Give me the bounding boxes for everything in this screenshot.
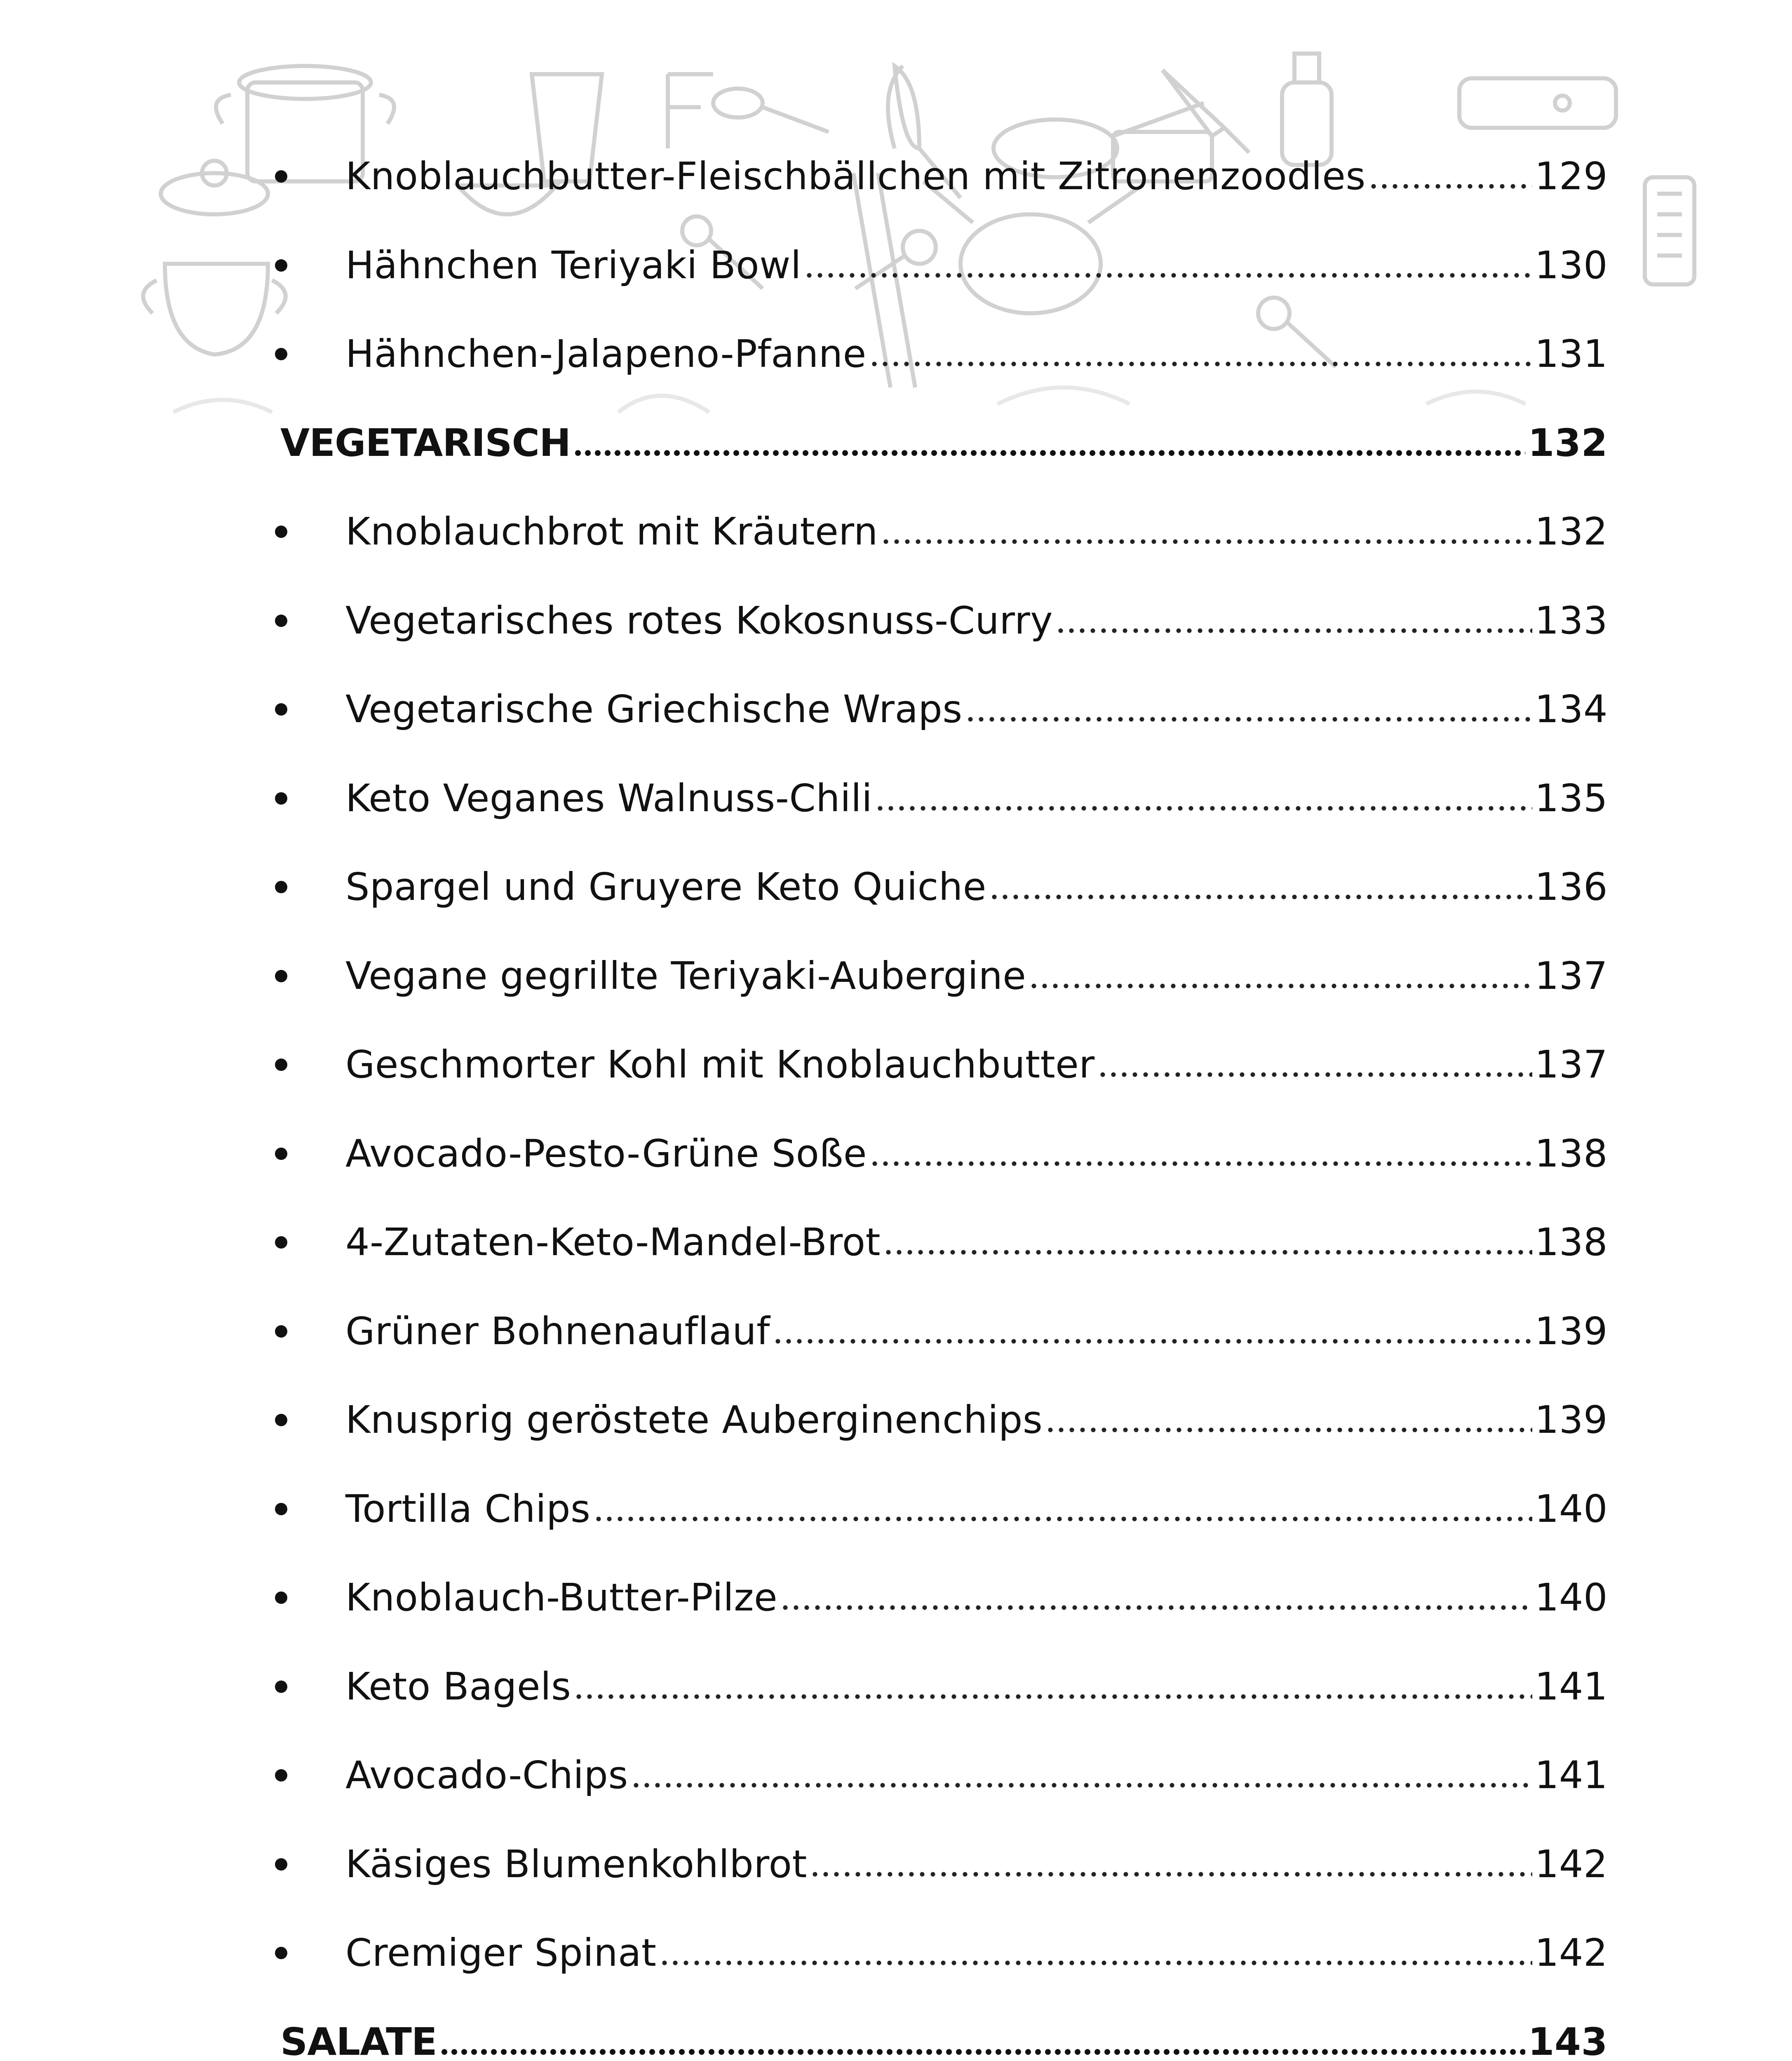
- toc-entry-title: Vegane gegrillte Teriyaki-Aubergine: [345, 954, 1026, 998]
- faded-reflection-pattern: [173, 387, 1525, 412]
- bottle-icon: [1282, 54, 1332, 165]
- toc-page-number: 129: [1534, 154, 1608, 198]
- toc-entry-title: Avocado-Pesto-Grüne Soße: [345, 1131, 867, 1176]
- dot-leader: [1097, 1038, 1532, 1092]
- toc-entry-title: Spargel und Gruyere Keto Quiche: [345, 865, 986, 909]
- bullet-icon: [275, 615, 287, 627]
- toc-entry-title: Käsiges Blumenkohlbrot: [345, 1842, 807, 1886]
- toc-entry[interactable]: [280, 1216, 1608, 1269]
- bullet-icon: [275, 1503, 287, 1515]
- toc-section-heading[interactable]: [280, 416, 1608, 470]
- bullet-icon: [275, 1325, 287, 1338]
- toc-entry[interactable]: [280, 1660, 1608, 1714]
- bullet-icon: [275, 703, 287, 716]
- toc-entry[interactable]: [280, 1571, 1608, 1624]
- toc-page-number: 132: [1528, 421, 1608, 465]
- baking-tray-icon: [1459, 78, 1616, 128]
- dot-leader: [804, 239, 1532, 292]
- bullet-icon: [275, 1148, 287, 1160]
- toc-page-number: 132: [1534, 509, 1608, 554]
- pepper-icon: [668, 74, 713, 148]
- toc-entry-title: Hähnchen-Jalapeno-Pfanne: [345, 332, 867, 376]
- toc-entry[interactable]: [280, 150, 1608, 203]
- toc-entry-title: Grüner Bohnenauflauf: [345, 1309, 770, 1353]
- toc-page-number: 133: [1534, 599, 1608, 643]
- toc-entry[interactable]: [280, 683, 1608, 736]
- toc-page-number: 130: [1534, 243, 1608, 287]
- toc-page-number: 139: [1534, 1309, 1608, 1353]
- toc-page-number: 143: [1528, 2020, 1608, 2061]
- toc-page-number: 138: [1534, 1220, 1608, 1264]
- bullet-icon: [275, 792, 287, 805]
- toc-page-number: 142: [1534, 1931, 1608, 1975]
- toc-page-number: 137: [1534, 1042, 1608, 1087]
- dot-leader: [989, 860, 1532, 914]
- spoon-icon: [713, 89, 829, 132]
- dot-leader: [439, 2015, 1526, 2061]
- toc-entry[interactable]: [280, 1482, 1608, 1536]
- toc-entry-title: VEGETARISCH: [280, 421, 571, 465]
- dot-leader: [1055, 594, 1532, 648]
- dot-leader: [780, 1571, 1532, 1624]
- bullet-icon: [275, 1592, 287, 1604]
- toc-page-number: 140: [1534, 1487, 1608, 1531]
- toc-entry[interactable]: [280, 949, 1608, 1003]
- dot-leader: [965, 683, 1532, 736]
- toc-entry[interactable]: [280, 1838, 1608, 1891]
- toc-entry-title: Knusprig geröstete Auberginenchips: [345, 1398, 1043, 1442]
- toc-entry[interactable]: [280, 505, 1608, 559]
- toc-entry[interactable]: [280, 239, 1608, 292]
- bullet-icon: [275, 259, 287, 272]
- toc-page-number: 135: [1534, 776, 1608, 820]
- toc-page-number: 137: [1534, 954, 1608, 998]
- toc-entry-title: Knoblauchbrot mit Kräutern: [345, 509, 878, 554]
- toc-page-number: 141: [1534, 1664, 1608, 1709]
- bullet-icon: [275, 348, 287, 360]
- dot-leader: [883, 1216, 1532, 1269]
- toc-entry[interactable]: [280, 1305, 1608, 1358]
- bullet-icon: [275, 1059, 287, 1071]
- toc-entry[interactable]: [280, 1749, 1608, 1802]
- toc-entry-title: Geschmorter Kohl mit Knoblauchbutter: [345, 1042, 1095, 1087]
- toc-page-number: 134: [1534, 687, 1608, 731]
- toc-entry[interactable]: [280, 1038, 1608, 1092]
- dot-leader: [1368, 150, 1532, 203]
- dot-leader: [869, 1127, 1532, 1181]
- toc-entry-title: Knoblauchbutter-Fleischbällchen mit Zitronenzoodles: [345, 154, 1366, 198]
- toc-entry-title: Hähnchen Teriyaki Bowl: [345, 243, 801, 287]
- grater-icon: [1645, 177, 1694, 284]
- toc-entry-title: Tortilla Chips: [345, 1487, 591, 1531]
- toc-entry-title: Avocado-Chips: [345, 1753, 628, 1797]
- toc-page-number: 142: [1534, 1842, 1608, 1886]
- dot-leader: [593, 1482, 1532, 1536]
- dot-leader: [573, 1660, 1532, 1714]
- dot-leader: [881, 505, 1532, 559]
- toc-entry[interactable]: [280, 594, 1608, 648]
- dot-leader: [773, 1305, 1532, 1358]
- bullet-icon: [275, 1769, 287, 1782]
- toc-entry-title: 4-Zutaten-Keto-Mandel-Brot: [345, 1220, 881, 1264]
- toc-entry[interactable]: [280, 860, 1608, 914]
- dot-leader: [659, 1926, 1532, 1980]
- bullet-icon: [275, 1236, 287, 1249]
- bullet-icon: [275, 881, 287, 893]
- dot-leader: [869, 327, 1532, 381]
- toc-page-number: 136: [1534, 865, 1608, 909]
- bullet-icon: [275, 1414, 287, 1426]
- bullet-icon: [275, 526, 287, 538]
- dot-leader: [1029, 949, 1532, 1003]
- toc-section-heading[interactable]: [280, 2015, 1608, 2061]
- toc-entry-title: Vegetarisches rotes Kokosnuss-Curry: [345, 599, 1053, 643]
- toc-page-number: 140: [1534, 1575, 1608, 1620]
- toc-entry[interactable]: [280, 327, 1608, 381]
- dot-leader: [810, 1838, 1532, 1891]
- toc-entry-title: SALATE: [280, 2020, 437, 2061]
- toc-page-number: 138: [1534, 1131, 1608, 1176]
- toc-entry[interactable]: [280, 1926, 1608, 1980]
- toc-page-number: 139: [1534, 1398, 1608, 1442]
- toc-entry[interactable]: [280, 772, 1608, 825]
- bullet-icon: [275, 1858, 287, 1871]
- dot-leader: [1045, 1393, 1532, 1447]
- dot-leader: [875, 772, 1532, 825]
- bullet-icon: [275, 1947, 287, 1959]
- toc-entry[interactable]: [280, 1127, 1608, 1181]
- toc-entry-title: Knoblauch-Butter-Pilze: [345, 1575, 778, 1620]
- bullet-icon: [275, 170, 287, 183]
- toc-page-number: 131: [1534, 332, 1608, 376]
- bullet-icon: [275, 970, 287, 982]
- toc-entry-title: Vegetarische Griechische Wraps: [345, 687, 963, 731]
- toc-entry-title: Cremiger Spinat: [345, 1931, 657, 1975]
- toc-entry[interactable]: [280, 1393, 1608, 1447]
- lidded-pot-icon: [143, 161, 285, 354]
- bullet-icon: [275, 1681, 287, 1693]
- dot-leader: [573, 416, 1525, 470]
- toc-entry-title: Keto Veganes Walnuss-Chili: [345, 776, 873, 820]
- toc-entry-title: Keto Bagels: [345, 1664, 571, 1709]
- dot-leader: [631, 1749, 1532, 1802]
- toc-page-number: 141: [1534, 1753, 1608, 1797]
